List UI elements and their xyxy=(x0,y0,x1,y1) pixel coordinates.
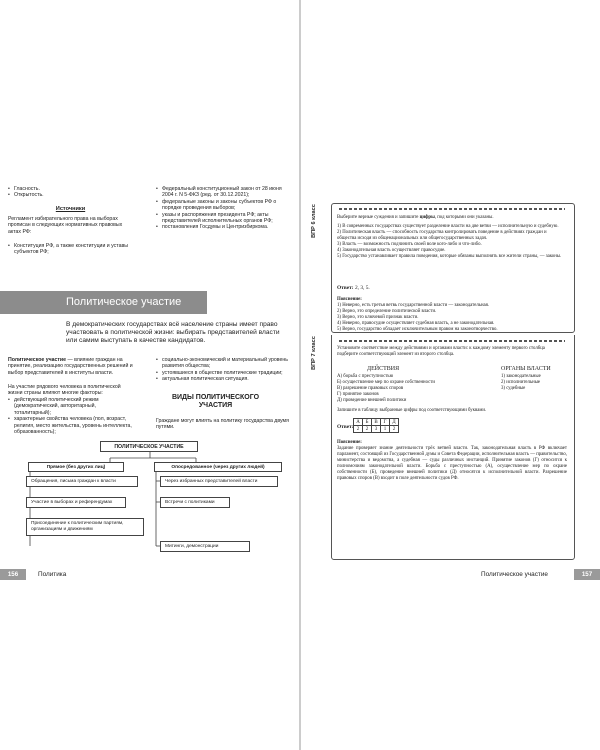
task2-explain-text: Задание проверяет знание деятельности трёх ветвей власти. Так, законодательная власть в РФ включает парламент, состоящий из Государственной думы и Совета Федерации, исполнительная власть — правительство, министерства и ведомства, а судебная — суды различных инстанций. Принятие законов (Г) относится к полномочиям законодательной власти. Борьба с преступностью (А), осуществление мер по охране собственности (Б), проведение внешней политики (Д) относятся к исполнительной власти. Разрешение правовых споров (В) входит в поле деятельности судов РФ. xyxy=(337,446,567,481)
side-label-7: ВПР 7 класс xyxy=(310,336,317,370)
diagram-indirect-item: Митинги, демонстрации xyxy=(160,541,250,552)
task2-col1-title: ДЕЙСТВИЯ xyxy=(367,366,400,372)
diagram-direct-item: Участие в выборах и референдумах xyxy=(26,497,126,508)
task2-organs xyxy=(501,374,571,392)
action-item: Г) принятие законов xyxy=(337,392,379,397)
list-item: • устоявшиеся в обществе политические традиции; xyxy=(156,370,289,376)
answer-cell: Б xyxy=(363,419,372,426)
list-item: • Гласность. xyxy=(8,186,133,192)
list-item: • постановления Госдумы и Центризбиркома. xyxy=(156,224,289,230)
task1-intro xyxy=(337,215,567,221)
action-item: В) разрешение правовых споров xyxy=(337,386,404,391)
answer-cell: 2 xyxy=(354,426,363,433)
running-title: Политическое участие xyxy=(481,571,548,578)
types-title: ВИДЫ ПОЛИТИЧЕСКОГО УЧАСТИЯ xyxy=(171,394,260,410)
explain-item: 5) Верно, государство обладает исключительным правом на законотворчество. xyxy=(337,327,498,332)
list-item: • действующий политический режим (демократический, авторитарный, тоталитарный); xyxy=(8,397,133,416)
task1-intro-after: , под которыми они указаны. xyxy=(434,215,494,220)
explain-item: 3) Верно, это ключевой признак власти. xyxy=(337,315,419,320)
running-title: Политика xyxy=(38,571,67,578)
diagram-direct: Прямое (без других лиц) xyxy=(28,462,124,472)
answer-table-head xyxy=(354,419,399,426)
page-number: 156 xyxy=(7,571,19,578)
list-item: • федеральные законы и законы субъектов РФ о порядке проведения выборов; xyxy=(156,199,289,212)
answer-cell: 3 xyxy=(372,426,381,433)
task1-item: 5) Государство устанавливает правила поведения, которые обязаны выполнять все жители страны, — законы. xyxy=(337,254,562,259)
factors-text: На участие рядового человека в политической жизни страны влияют многие факторы: xyxy=(8,384,121,397)
section-intro: В демократических государствах всё население страны имеет право участвовать в политической жизни: выбирать представителей власти или самим выступать в качестве кандидатов. xyxy=(66,321,280,345)
list-item: • социально-экономический и материальный уровень развития общества; xyxy=(156,357,289,370)
explain-item: 2) Верно, это определение политической власти. xyxy=(337,309,437,314)
task2-intro: Установите соответствие между действиями и органами власти: к каждому элементу первого столбца подберите соответствующий элемент из второго столбца. xyxy=(337,346,545,357)
answer-table xyxy=(353,418,399,433)
list-item: • актуальная политическая ситуация. xyxy=(156,376,289,382)
answer-value: 2, 3, 5. xyxy=(354,285,370,291)
task1-item: 2) Политическая власть — способность государства контролировать поведение в действиях граждан и общества исходя из общенациональных или общегосударственных задач. xyxy=(337,230,547,241)
left-page xyxy=(0,0,299,750)
definition-term: Политическое участие xyxy=(8,357,66,363)
answer-table-values xyxy=(354,426,399,433)
task2-explain-label: Пояснение: xyxy=(337,440,362,445)
answer-cell: 2 xyxy=(363,426,372,433)
list-item: • указы и распоряжения президента РФ; акты представителей исполнительных органов РФ; xyxy=(156,212,289,225)
organ-item: 3) судебные xyxy=(501,386,526,391)
task1-item: 1) В современных государствах существует разделение власти на две ветви — исполнительную и судебную. xyxy=(337,224,559,229)
answer-cell: Г xyxy=(381,419,390,426)
sources-text: Регламент избирательного права на выборах прописан в следующих нормативных правовых актах РФ: xyxy=(8,216,123,235)
organ-item: 2) исполнительные xyxy=(501,380,541,385)
action-item: Б) осуществление мер по охране собственности xyxy=(337,380,435,385)
action-item: А) борьба с преступностью xyxy=(337,374,394,379)
answer-cell: 2 xyxy=(390,426,399,433)
task1-intro-before: Выберите верные суждения и запишите xyxy=(337,215,420,220)
types-text: Граждане могут влиять на политику государства двумя путями. xyxy=(156,418,289,431)
list-item: • Федеральный конституционный закон от 28 июня 2004 г. N 5-ФКЗ (ред. от 30.12.2021); xyxy=(156,186,289,199)
diagram-indirect: Опосредованное (через других людей) xyxy=(154,462,282,472)
diagram-indirect-item: Встречи с политиками xyxy=(160,497,230,508)
task2-actions xyxy=(337,374,487,404)
task1-intro-bold: цифры xyxy=(419,215,435,220)
explain-item: 4) Неверно, правосудие осуществляет судебная власть, а не законодательная. xyxy=(337,321,495,326)
action-item: Д) проведение внешней политики xyxy=(337,398,407,403)
diagram-direct-item: Присоединение к политическим партиям, организациям и движениям xyxy=(26,518,144,536)
side-label-6: ВПР 6 класс xyxy=(310,204,317,238)
right-page xyxy=(301,0,600,750)
answer-cell: В xyxy=(372,419,381,426)
explain-item: 1) Неверно, есть третья ветвь государственной власти — законодательная. xyxy=(337,303,490,308)
organ-item: 1) законодательные xyxy=(501,374,541,379)
section-title: Политическое участие xyxy=(66,296,182,308)
answer-cell: Д xyxy=(390,419,399,426)
task2-write-text: Запишите в таблицу выбранные цифры под соответствующими буквами. xyxy=(337,408,487,413)
list-item: • Открытость. xyxy=(8,192,133,198)
list-item: • Конституция РФ, а также конституции и уставы субъектов РФ; xyxy=(8,243,133,256)
task2-col2-title: ОРГАНЫ ВЛАСТИ xyxy=(501,366,551,372)
answer-label: Ответ: xyxy=(337,285,354,291)
diagram-direct-item: Обращения, письма граждан к власти xyxy=(26,476,138,487)
task1-explain-label: Пояснение: xyxy=(337,297,362,302)
diagram-indirect-item: Через избранных представителей власти xyxy=(160,476,278,487)
list-item: • характерные свойства человека (пол, возраст, религия, место жительства, уровень интеллекта, образованность); xyxy=(8,416,133,435)
diagram-connectors xyxy=(0,0,299,750)
task1-item: 3) Власть — возможность подчинить своей воле кого-либо и что-либо. xyxy=(337,242,482,247)
task1-top-rule xyxy=(339,208,565,210)
task2-top-rule xyxy=(339,340,565,342)
task1-answer xyxy=(337,285,370,291)
task1-items xyxy=(337,224,567,260)
sources-title: Источники xyxy=(55,206,86,212)
task1-explain-items xyxy=(337,303,567,333)
answer-cell: А xyxy=(354,419,363,426)
task2-answer-label: Ответ: xyxy=(337,424,354,430)
diagram-root: ПОЛИТИЧЕСКОЕ УЧАСТИЕ xyxy=(100,441,198,452)
page-number: 157 xyxy=(581,571,593,578)
task1-item: 4) Законодательная власть осуществляет правосудие. xyxy=(337,248,446,253)
answer-cell: 1 xyxy=(381,426,390,433)
definition-text: — влияние граждан на принятие, реализацию государственных решений и выбор представителей в институты власти. xyxy=(8,357,133,376)
